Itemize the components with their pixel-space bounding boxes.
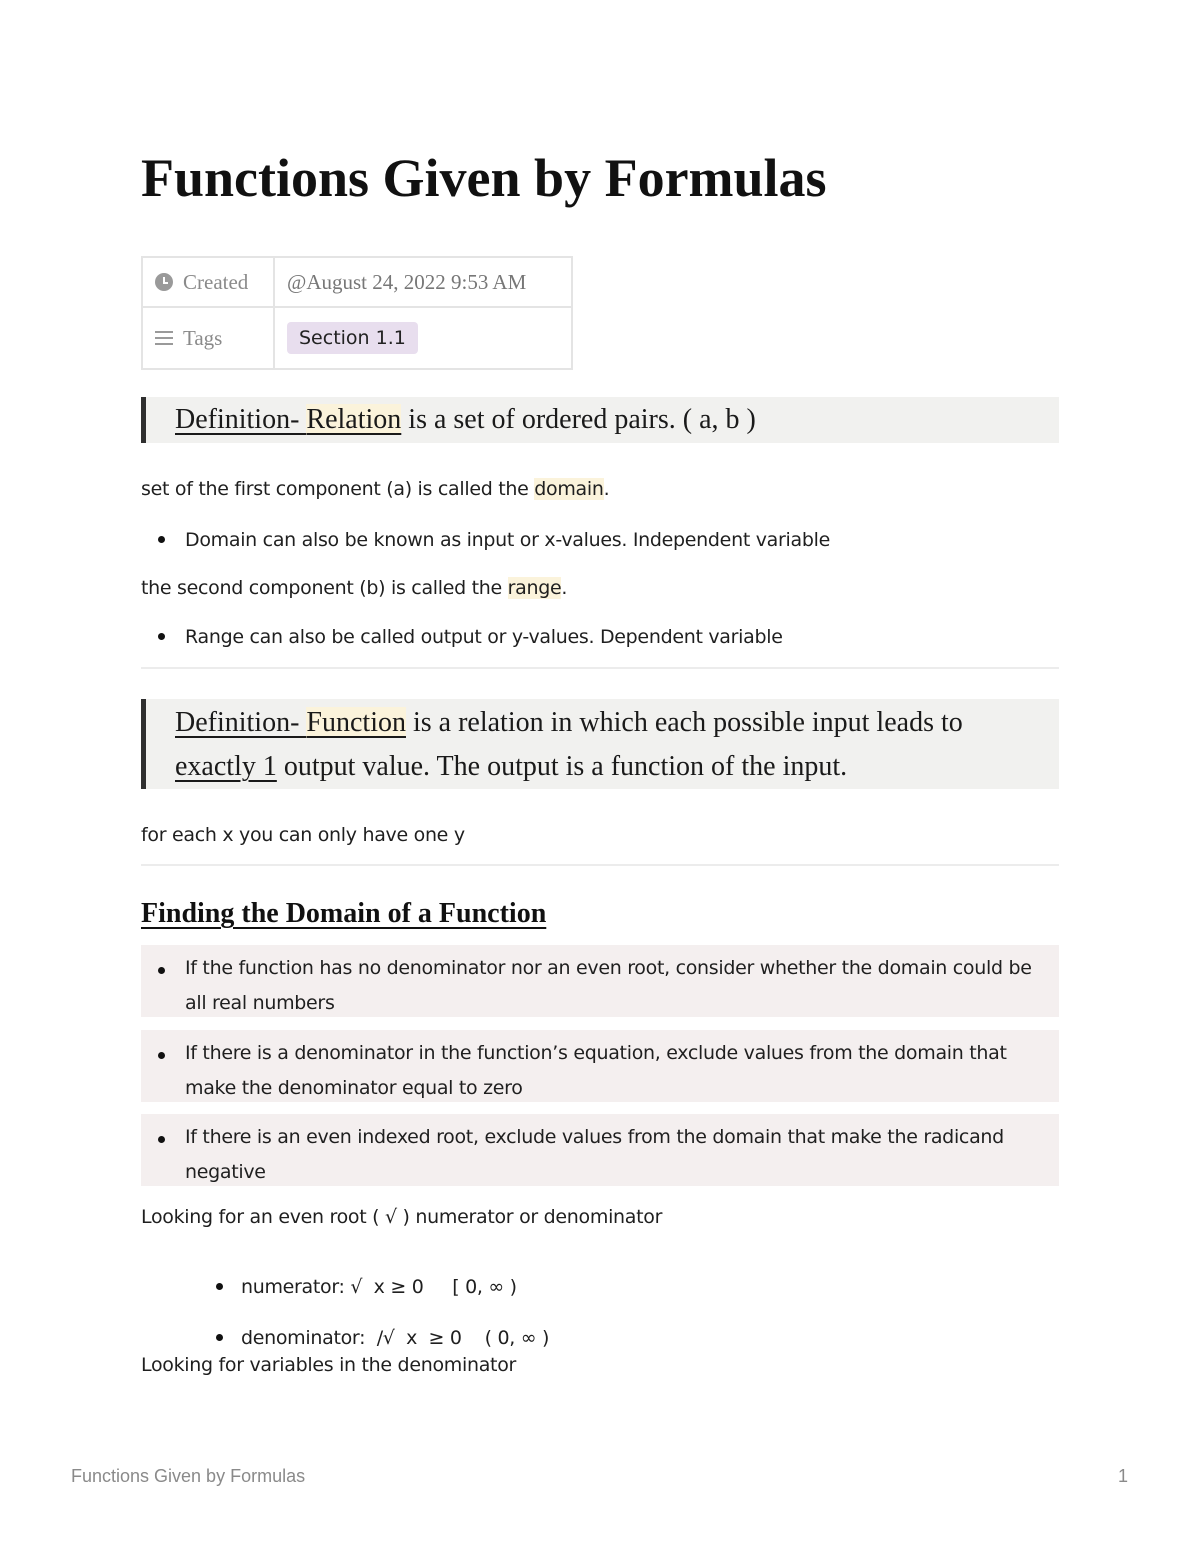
relation-definition-text: is a set of ordered pairs. ( a, b ) (401, 404, 756, 435)
function-term: Function (306, 707, 406, 738)
properties-table (141, 256, 573, 370)
bullet-dot (216, 1283, 223, 1290)
bullet-dot (216, 1334, 223, 1341)
created-label: Created (183, 269, 249, 294)
domain-bullet: Domain can also be known as input or x-values. Independent variable (141, 529, 830, 551)
section-heading: Finding the Domain of a Function (141, 898, 547, 929)
range-line: the second component (b) is called the range. (141, 577, 568, 599)
clock-icon (155, 273, 173, 291)
created-value: @August 24, 2022 9:53 AM (274, 257, 572, 307)
range-term: range (507, 577, 562, 599)
bullet-dot (158, 1052, 165, 1059)
variables-line: Looking for variables in the denominator (141, 1354, 517, 1376)
divider (141, 667, 1059, 669)
property-tags-row (142, 307, 572, 369)
even-root-line: Looking for an even root ( √ ) numerator or denominator (141, 1206, 663, 1228)
bullet-dot (158, 967, 165, 974)
domain-rule-2: If there is a denominator in the function’s equation, exclude values from the domain that make the denominator equal to zero (141, 1030, 1059, 1102)
definition-prefix: Definition- (175, 404, 307, 435)
divider (141, 864, 1059, 866)
page-number: 1 (1117, 1466, 1128, 1486)
bullet-dot (158, 536, 165, 543)
numerator-item: numerator: √ x ≥ 0 [ 0, ∞ ) (193, 1254, 517, 1320)
domain-line: set of the first component (a) is called the domain. (141, 478, 610, 500)
domain-term: domain (534, 478, 604, 500)
footer-title: Functions Given by Formulas (71, 1466, 306, 1486)
relation-definition-callout (141, 397, 1059, 443)
relation-term: Relation (306, 404, 402, 435)
list-icon (155, 331, 173, 345)
domain-rule-1: If the function has no denominator nor an even root, consider whether the domain could be all real numbers (141, 945, 1059, 1017)
function-note: for each x you can only have one y (141, 824, 465, 846)
domain-rule-3: If there is an even indexed root, exclude values from the domain that make the radicand negative (141, 1114, 1059, 1186)
function-definition-callout: Definition- Function is a relation in which each possible input leads to exactly 1 output value. The output is a function of the input. (141, 699, 1059, 789)
tags-label: Tags (183, 325, 223, 350)
tag-badge[interactable]: Section 1.1 (287, 322, 418, 354)
bullet-dot (158, 1136, 165, 1143)
denominator-item: denominator: /√ x ≥ 0 ( 0, ∞ ) (193, 1305, 549, 1371)
property-created-row (142, 257, 572, 307)
bullet-dot (158, 633, 165, 640)
range-bullet: Range can also be called output or y-values. Dependent variable (141, 626, 783, 648)
definition-prefix: Definition- (175, 707, 307, 738)
exactly-one-term: exactly 1 (175, 751, 277, 782)
page-title: Functions Given by Formulas (141, 148, 827, 208)
